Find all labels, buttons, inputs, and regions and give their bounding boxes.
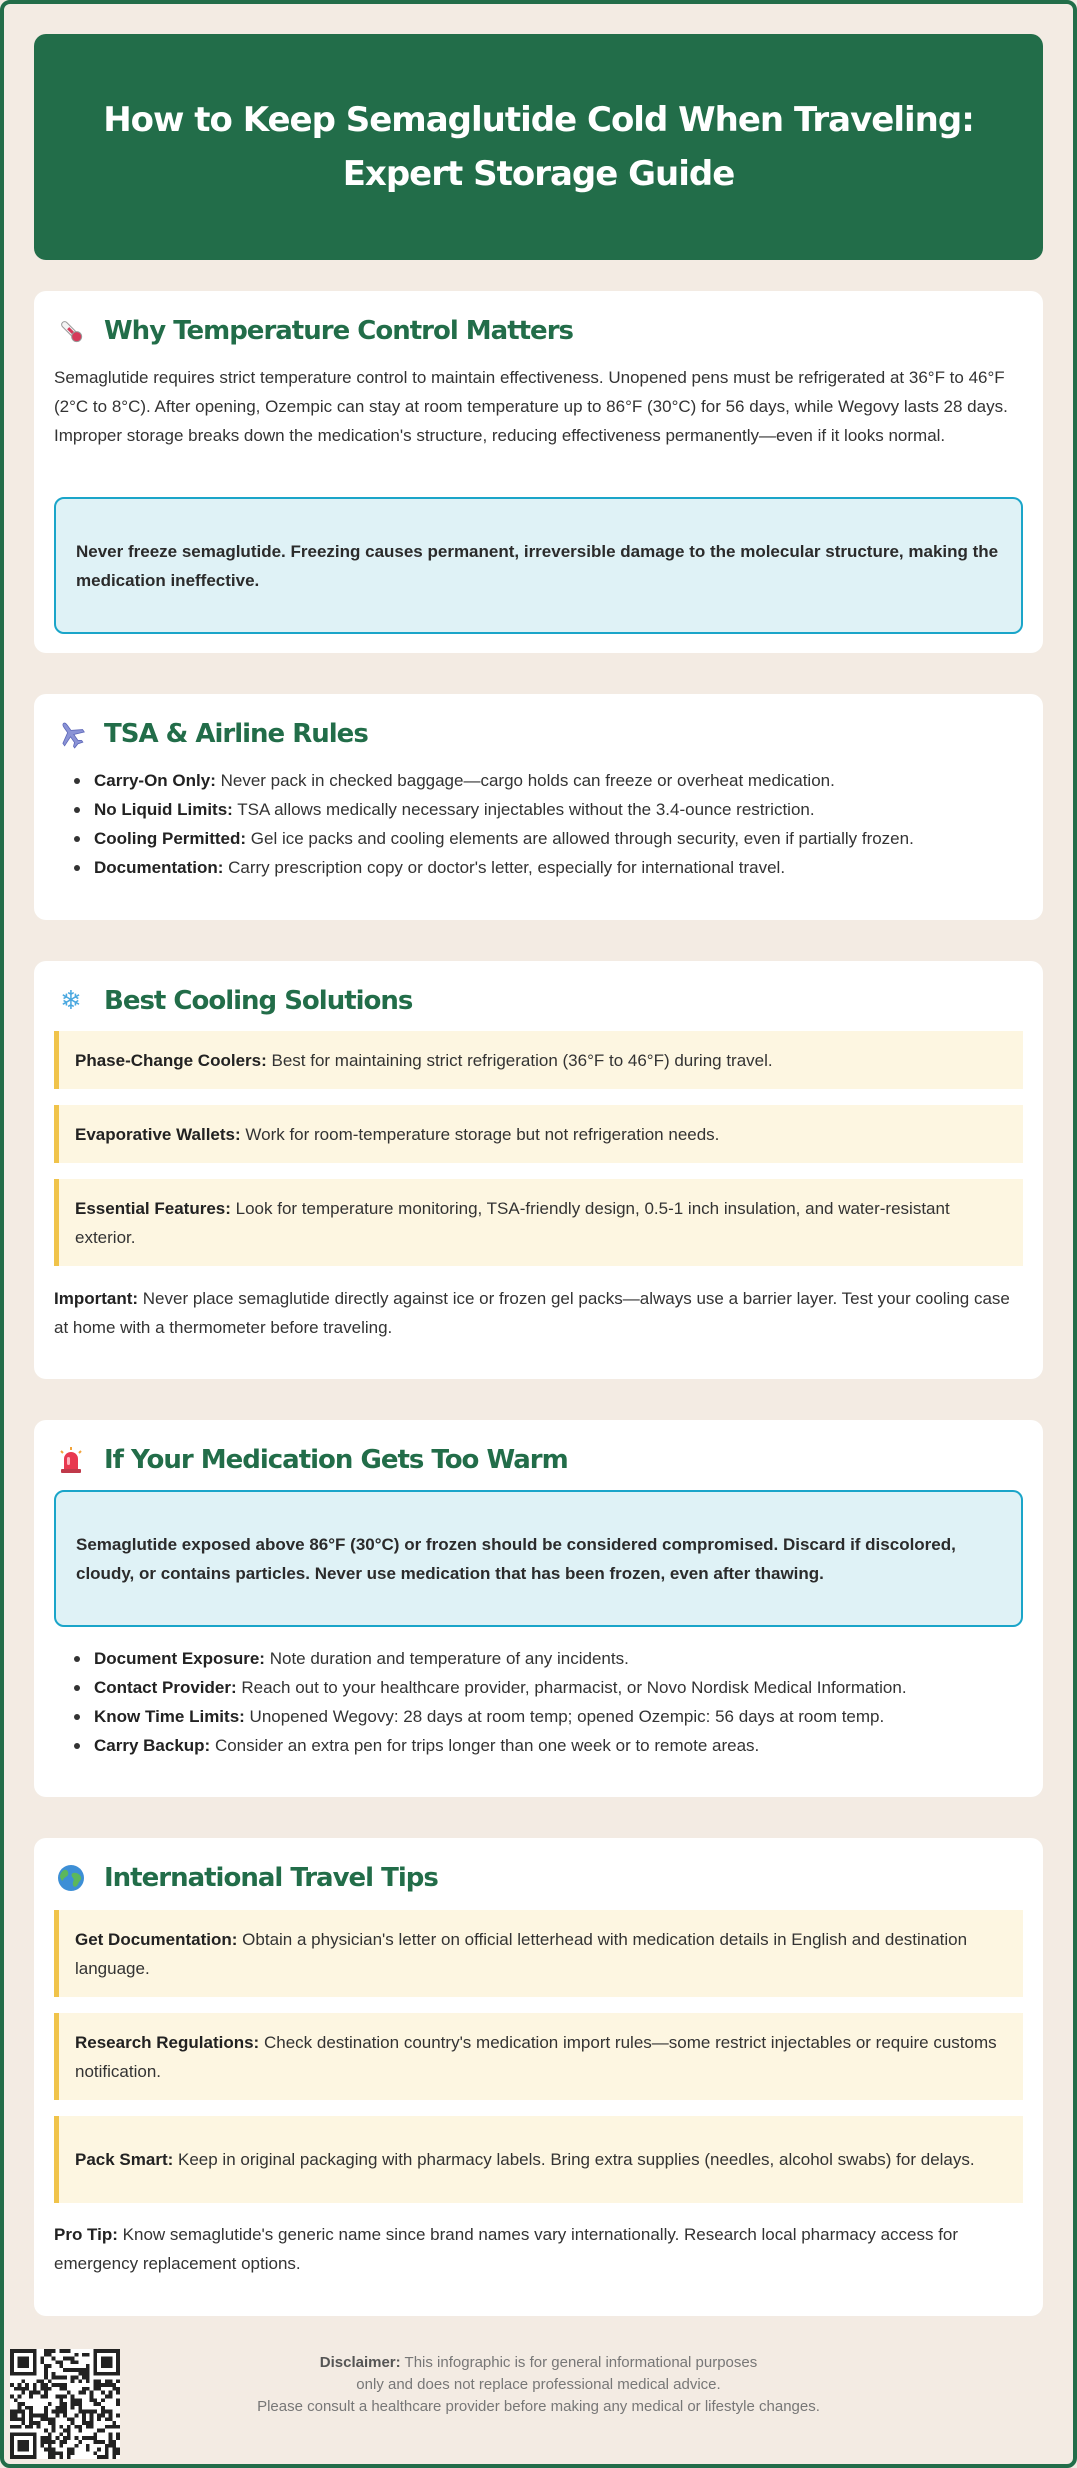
page-title: How to Keep Semaglutide Cold When Traveling: Expert Storage Guide	[103, 100, 974, 194]
section-header	[54, 714, 368, 754]
note-text: Work for room-temperature storage but not refrigeration needs.	[240, 1124, 720, 1144]
section-body: Semaglutide requires strict temperature control to maintain effectiveness. Unopened pens must be refrigerated at 36°F to 46°F (2°C to 8°C). After opening, Ozempic can stay at room temperature up to 86°F (30°C) for 56 days, while Wegovy lasts 28 days. Improper storage breaks down the medication's structure, reducing effectiveness permanently—even if it looks normal.	[54, 368, 1008, 445]
note-label: Essential Features:	[75, 1198, 231, 1218]
note-label: Evaporative Wallets:	[75, 1124, 241, 1144]
item-label: Carry-On Only:	[94, 771, 216, 790]
section-title: International Travel Tips	[104, 1863, 438, 1893]
disclaimer-line	[140, 2352, 937, 2374]
travel-tip-note	[54, 1910, 1023, 1997]
section-title: If Your Medication Gets Too Warm	[104, 1445, 568, 1475]
item-text: Consider an extra pen for trips longer than one week or to remote areas.	[210, 1736, 760, 1755]
section-temperature	[34, 291, 1043, 653]
important-note	[54, 1284, 1023, 1342]
item-text: Never pack in checked baggage—cargo holds can freeze or overheat medication.	[215, 771, 835, 790]
item-label: Carry Backup:	[94, 1736, 211, 1755]
page-header	[34, 34, 1043, 260]
disclaimer-line: only and does not replace professional medical advice.	[356, 2376, 721, 2393]
item-text: Gel ice packs and cooling elements are allowed through security, even if partially frozen.	[246, 829, 914, 848]
qr-code[interactable]	[10, 2349, 120, 2459]
list-item	[54, 766, 1023, 795]
section-header	[54, 311, 573, 351]
note-text: Keep in original packaging with pharmacy labels. Bring extra supplies (needles, alcohol swabs) for delays.	[173, 2150, 975, 2169]
airplane-icon	[54, 717, 88, 751]
section-tsa	[34, 694, 1043, 920]
section-cooling	[34, 961, 1043, 1379]
callout-text: Never freeze semaglutide. Freezing causes permanent, irreversible damage to the molecular structure, making the medication ineffective.	[76, 541, 999, 590]
item-label: Document Exposure:	[94, 1649, 265, 1668]
important-label: Important:	[54, 1289, 139, 1308]
list-item	[54, 1702, 1023, 1731]
item-text: Unopened Wegovy: 28 days at room temp; opened Ozempic: 56 days at room temp.	[244, 1707, 885, 1726]
note-label: Research Regulations:	[75, 2032, 260, 2052]
item-text: Note duration and temperature of any incidents.	[264, 1649, 629, 1668]
cooling-note	[54, 1105, 1023, 1163]
section-header	[54, 981, 412, 1021]
snowflake-icon: ❄	[60, 986, 82, 1016]
list-item	[54, 1731, 1023, 1760]
tip-text: Know semaglutide's generic name since brand names vary internationally. Research local pharmacy access for emergency replacement options.	[54, 2225, 959, 2273]
disclaimer-text: This infographic is for general informational purposes	[400, 2354, 758, 2371]
item-label: Documentation:	[94, 858, 224, 877]
note-text: Check destination country's medication import rules—some restrict injectables or require customs notification.	[75, 2032, 997, 2081]
note-label: Get Documentation:	[75, 1929, 238, 1949]
item-text: Reach out to your healthcare provider, pharmacist, or Novo Nordisk Medical Information.	[236, 1678, 907, 1697]
note-text: Best for maintaining strict refrigeration (36°F to 46°F) during travel.	[266, 1050, 773, 1070]
pro-tip	[54, 2220, 1023, 2278]
section-international	[34, 1838, 1043, 2316]
note-label: Pack Smart:	[75, 2150, 174, 2169]
section-header	[54, 1858, 438, 1898]
travel-tip-note	[54, 2116, 1023, 2203]
alarm-light-icon	[54, 1443, 88, 1477]
item-label: Know Time Limits:	[94, 1707, 245, 1726]
cooling-note	[54, 1179, 1023, 1266]
section-title: TSA & Airline Rules	[104, 719, 368, 749]
callout-text: Semaglutide exposed above 86°F (30°C) or frozen should be considered compromised. Discard if discolored, cloudy, or contains particles. Never use medication that has been frozen, even after thawing.	[76, 1534, 956, 1583]
section-header	[54, 1440, 568, 1480]
compromised-warning-callout	[54, 1490, 1023, 1627]
item-label: Cooling Permitted:	[94, 829, 247, 848]
item-text: TSA allows medically necessary injectables without the 3.4-ounce restriction.	[232, 800, 815, 819]
list-item	[54, 795, 1023, 824]
tsa-rules-list	[54, 766, 1023, 882]
globe-icon	[54, 1861, 88, 1895]
thermometer-icon	[54, 314, 88, 348]
freeze-warning-callout	[54, 497, 1023, 634]
section-title: Why Temperature Control Matters	[104, 316, 573, 346]
disclaimer-line: Please consult a healthcare provider before making any medical or lifestyle changes.	[257, 2398, 820, 2415]
note-text: Obtain a physician's letter on official letterhead with medication details in English and destination language.	[75, 1929, 968, 1978]
disclaimer-label: Disclaimer:	[319, 2354, 401, 2371]
warm-actions-list	[54, 1644, 1023, 1760]
list-item	[54, 824, 1023, 853]
list-item	[54, 1673, 1023, 1702]
important-text: Never place semaglutide directly against ice or frozen gel packs—always use a barrier layer. Test your cooling case at home with a thermometer before traveling.	[54, 1289, 1010, 1337]
section-title: Best Cooling Solutions	[104, 986, 413, 1016]
item-text: Carry prescription copy or doctor's letter, especially for international travel.	[223, 858, 786, 877]
list-item	[54, 853, 1023, 882]
item-label: Contact Provider:	[94, 1678, 237, 1697]
note-label: Phase-Change Coolers:	[75, 1050, 267, 1070]
item-label: No Liquid Limits:	[94, 800, 233, 819]
tip-label: Pro Tip:	[54, 2225, 118, 2244]
note-text: Look for temperature monitoring, TSA-friendly design, 0.5-1 inch insulation, and water-resistant exterior.	[75, 1198, 950, 1247]
list-item	[54, 1644, 1023, 1673]
travel-tip-note	[54, 2013, 1023, 2100]
disclaimer	[140, 2352, 937, 2418]
cooling-note	[54, 1031, 1023, 1089]
section-too-warm	[34, 1420, 1043, 1797]
